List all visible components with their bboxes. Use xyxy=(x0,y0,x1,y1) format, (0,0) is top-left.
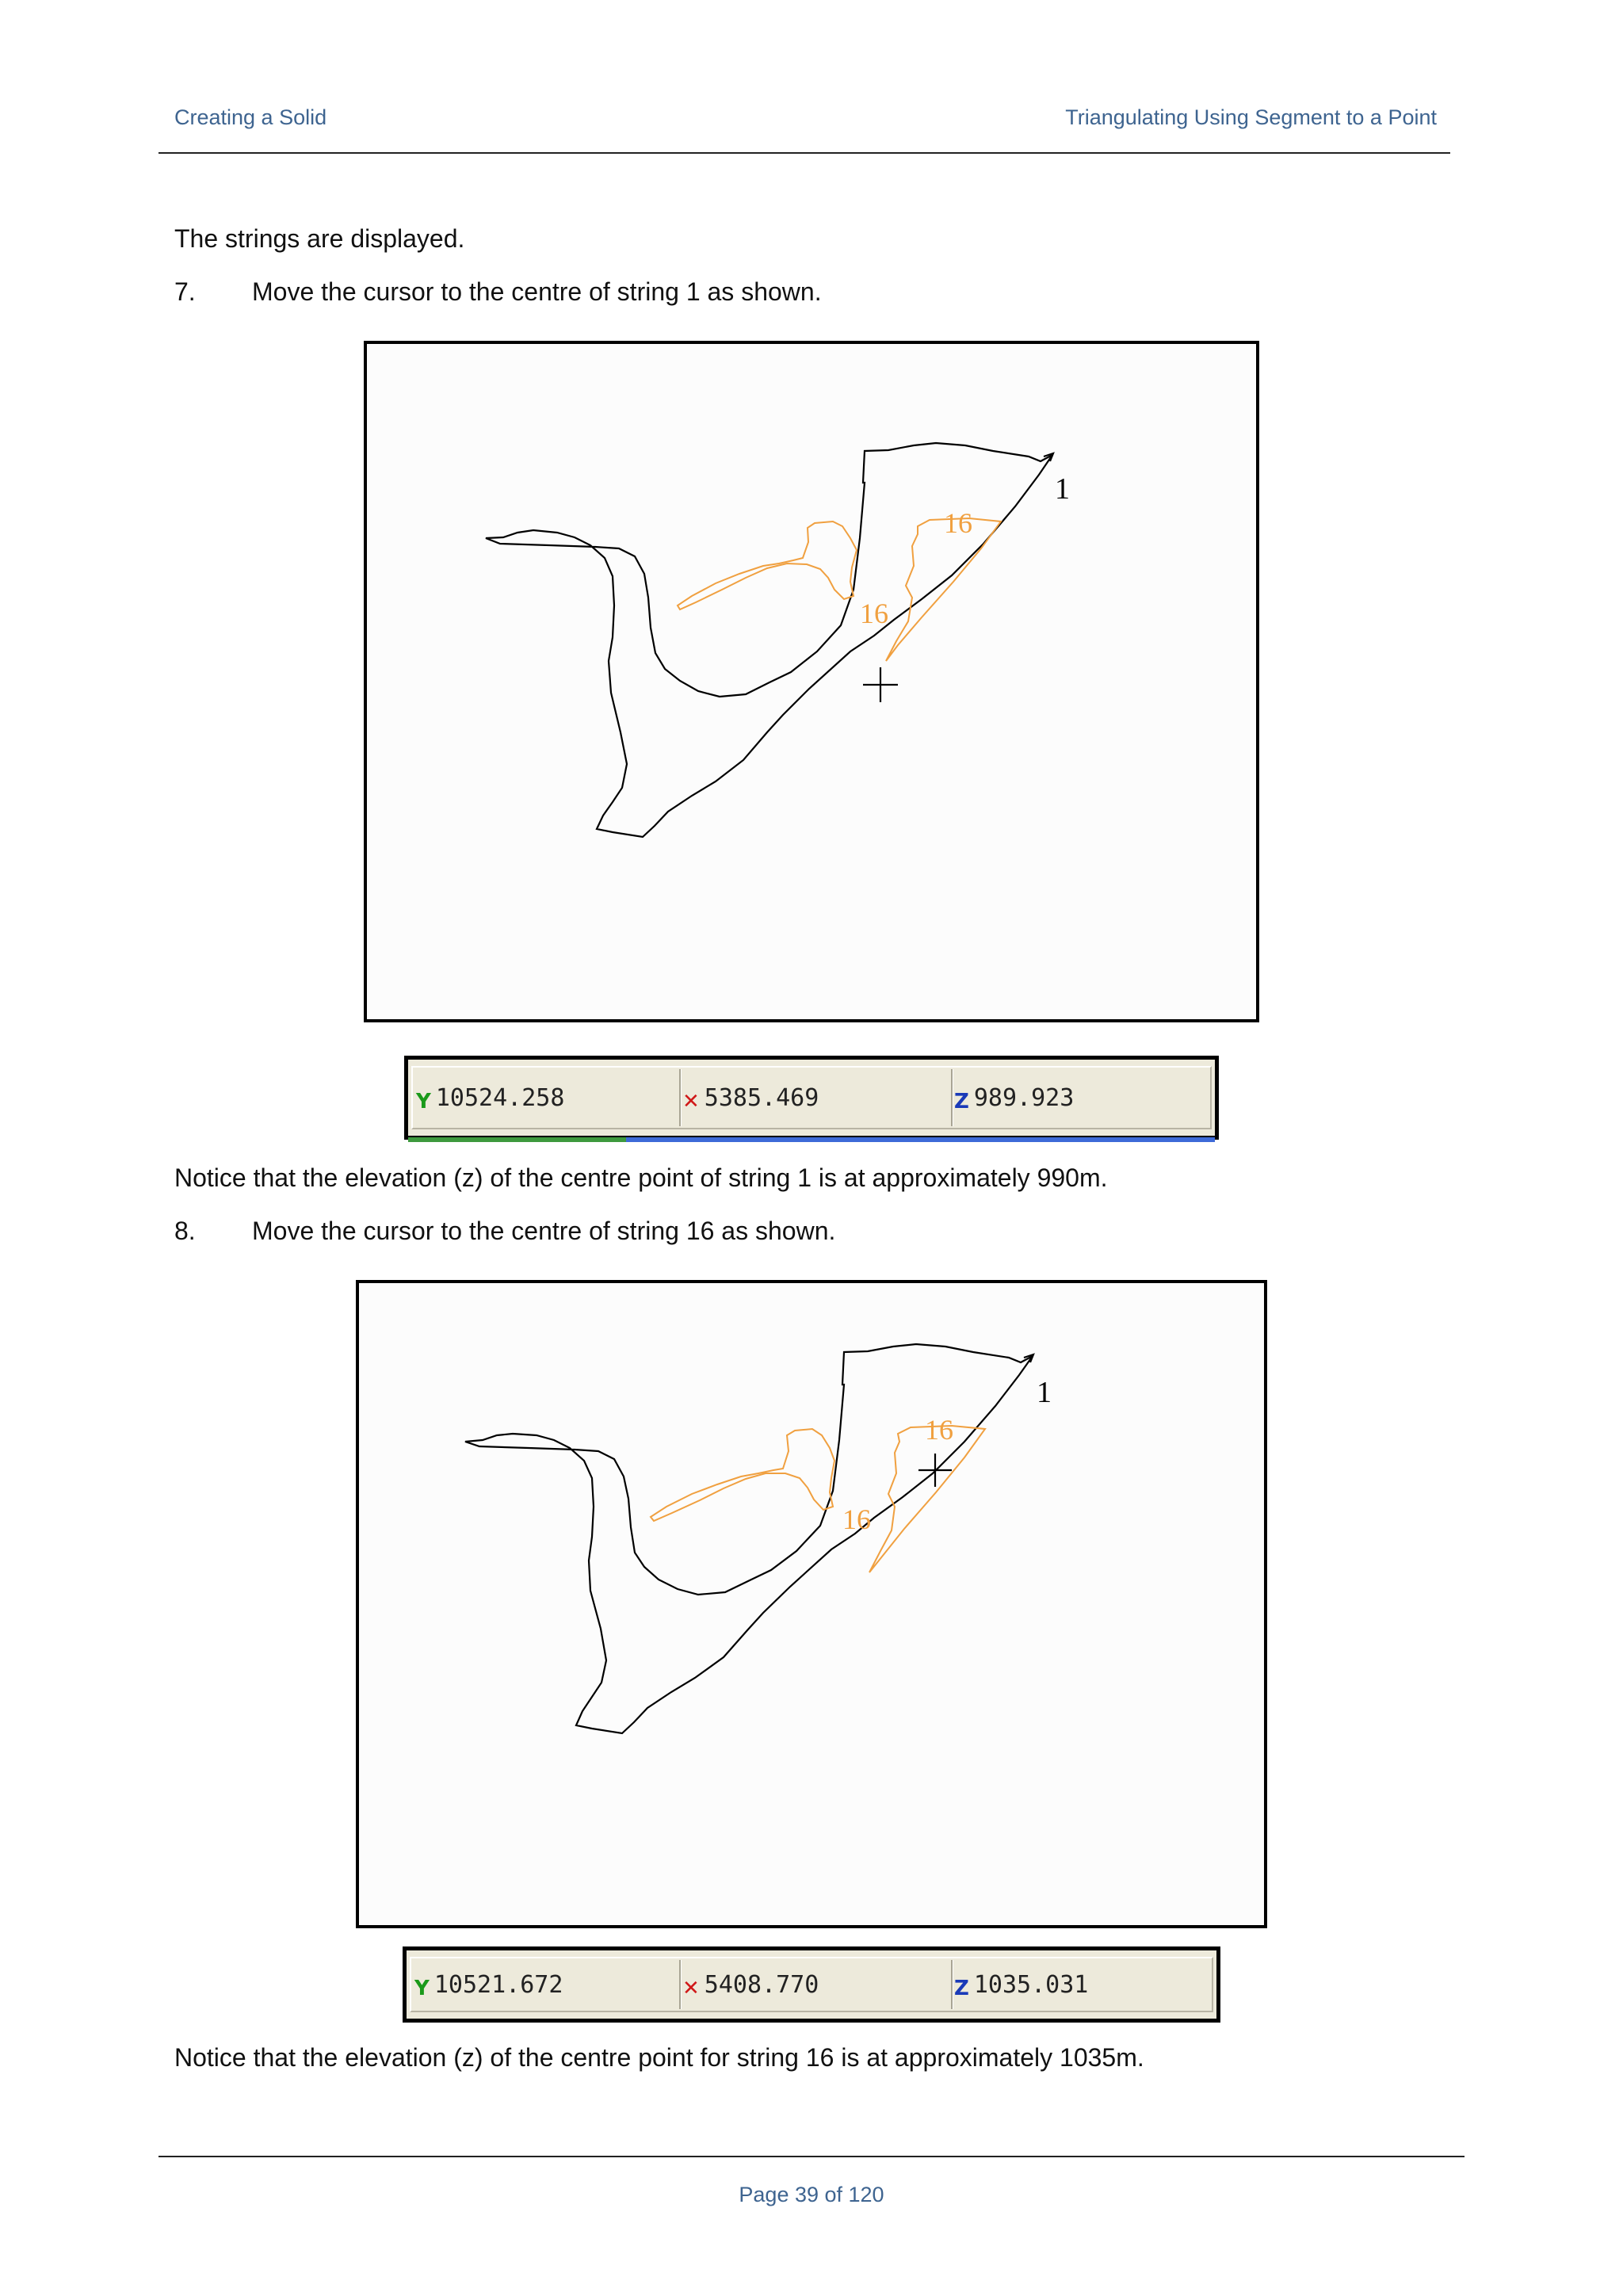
outer-string-1 xyxy=(465,1344,1033,1733)
coord-y-cell xyxy=(414,1958,676,2011)
status-progress-strip xyxy=(408,1137,1215,1142)
coord-y-value: 10524.258 xyxy=(435,1083,565,1112)
coord-y-value: 10521.672 xyxy=(433,1970,563,1999)
coord-x-value: 5385.469 xyxy=(704,1083,819,1112)
separator xyxy=(951,1960,953,2009)
label-string-16b: 16 xyxy=(860,598,888,629)
coord-x-cell xyxy=(682,1958,944,2011)
label-string-16a: 16 xyxy=(944,507,972,539)
header-right-title: Triangulating Using Segment to a Point xyxy=(1065,105,1437,129)
note-string-1: Notice that the elevation (z) of the centre point of string 1 is at approximately 990m. xyxy=(174,1163,1108,1192)
coord-z-cell xyxy=(954,1068,1216,1128)
separator xyxy=(951,1069,953,1126)
y-axis-icon: Y xyxy=(414,1977,430,2000)
label-string-1: 1 xyxy=(1037,1376,1052,1409)
x-axis-icon: ✕ xyxy=(682,1090,700,1114)
coordinate-status-bar-2 xyxy=(403,1946,1220,2023)
inner-string-16a xyxy=(651,1429,834,1521)
outer-string-1 xyxy=(486,443,1053,837)
coord-y-cell xyxy=(416,1068,678,1128)
step-7-number: 7. xyxy=(174,277,196,306)
inner-string-16b xyxy=(869,1426,985,1572)
cursor-crosshair-icon xyxy=(863,667,898,702)
figure-string-16 xyxy=(356,1280,1267,1928)
step-8-text: Move the cursor to the centre of string 16 as shown. xyxy=(252,1217,836,1245)
inner-string-16b xyxy=(886,518,1001,661)
note-string-16: Notice that the elevation (z) of the centre point for string 16 is at approximately 1035m. xyxy=(174,2043,1144,2072)
footer-rule xyxy=(158,2156,1465,2157)
z-axis-icon: Z xyxy=(954,1977,969,2000)
label-string-16a: 16 xyxy=(925,1414,953,1446)
x-axis-icon: ✕ xyxy=(682,1977,700,2000)
figure-1-drawing xyxy=(367,344,1256,1019)
separator xyxy=(679,1069,682,1126)
inner-string-16a xyxy=(678,521,857,609)
step-7-text: Move the cursor to the centre of string 1 as shown. xyxy=(252,277,822,306)
header-left-title: Creating a Solid xyxy=(174,105,327,129)
y-axis-icon: Y xyxy=(416,1090,431,1114)
coord-x-cell xyxy=(682,1068,944,1128)
coord-z-value: 989.923 xyxy=(973,1083,1075,1112)
step-8-number: 8. xyxy=(174,1217,196,1245)
separator xyxy=(679,1960,682,2009)
coord-z-value: 1035.031 xyxy=(973,1970,1089,1999)
coord-x-value: 5408.770 xyxy=(704,1970,819,1999)
figure-string-1 xyxy=(364,341,1259,1022)
coord-z-cell xyxy=(954,1958,1216,2011)
figure-2-drawing xyxy=(359,1283,1264,1925)
label-string-1: 1 xyxy=(1055,472,1070,506)
page-number: Page 39 of 120 xyxy=(739,2183,884,2206)
coordinate-status-bar-1 xyxy=(404,1056,1219,1140)
z-axis-icon: Z xyxy=(954,1090,969,1114)
intro-text: The strings are displayed. xyxy=(174,224,465,253)
header-rule xyxy=(158,152,1450,154)
label-string-16b: 16 xyxy=(842,1503,871,1535)
